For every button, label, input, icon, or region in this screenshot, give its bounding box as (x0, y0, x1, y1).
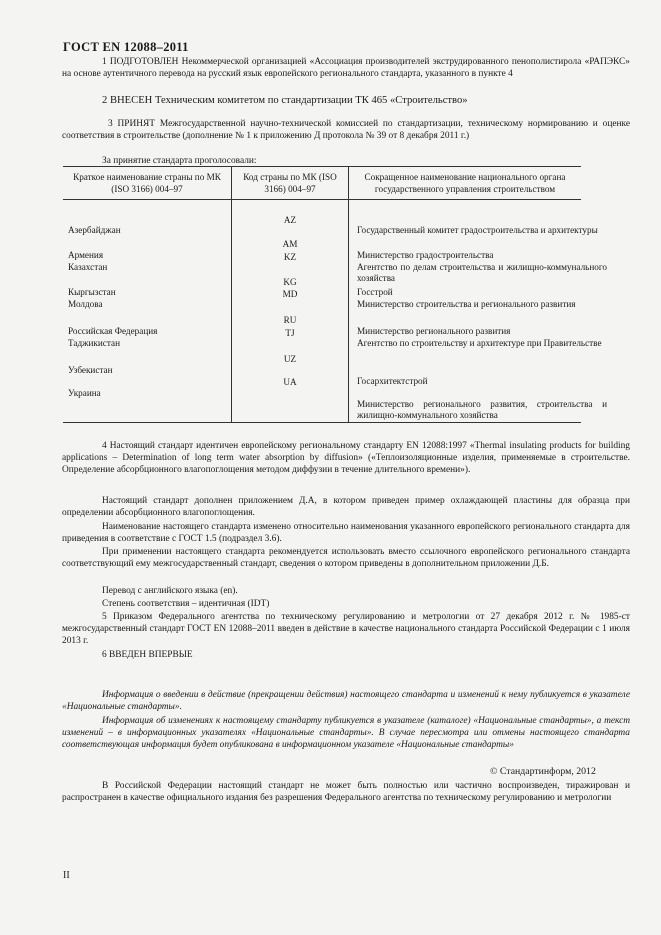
paragraph-appendix: Настоящий стандарт дополнен приложением Д.А, в котором приведен пример охлаждающей пластины для образца при определении абсорбционного влагопоглощения. (62, 496, 630, 519)
paragraph-recommendation: При применении настоящего стандарта рекомендуется использовать вместо ссылочного европейского регионального стандарта соответствующий ему межгосударственный стандарт, сведения о котором приведены в дополнительном приложении Д.Б. (62, 547, 630, 570)
info-changes-notice: Информация об изменениях к настоящему стандарту публикуется в указателе (каталоге) «Национальные стандарты», а текст изменений – в информационных указателях «Национальные стандарты». В случае пересмотра или отмены настоящего стандарта соответствующая информация будет опубликована в информационном указателе «Национальные стандарты» (62, 716, 630, 751)
country-column (63, 200, 232, 423)
table-header-organ: Сокращенное наименование национального органа государственного управления строительством (349, 167, 582, 200)
paragraph-prepared: 1 ПОДГОТОВЛЕН Некоммерческой организацией «Ассоциация производителей экструдированного пенополистирола «РАПЭКС» на основе аутентичного перевода на русский язык европейского регионального стандарта, указанного в пункте 4 (62, 57, 630, 80)
country-name: Кыргызстан (68, 287, 116, 297)
organ-name: Госстрой (357, 287, 393, 297)
country-name: Молдова (68, 299, 103, 309)
document-header: ГОСТ EN 12088–2011 (63, 40, 189, 54)
organ-name: Агентство по делам строительства и жилищно-коммунального хозяйства (357, 262, 607, 283)
copyright: © Стандартинформ, 2012 (490, 766, 596, 777)
country-name: Армения (68, 250, 104, 260)
table-header-code: Код страны по МК (ISO 3166) 004–97 (232, 167, 349, 200)
country-code: MD (282, 289, 298, 299)
organ-name: Госархитектстрой (357, 376, 428, 386)
country-code: AZ (283, 215, 297, 225)
country-code: TJ (285, 328, 295, 338)
country-name: Украина (68, 388, 101, 398)
paragraph-conformity: Степень соответствия – идентичная (IDT) (102, 599, 270, 609)
country-name: Азербайджан (68, 225, 121, 235)
organ-name: Министерство строительства и регионального развития (357, 299, 576, 309)
reproduction-rights: В Российской Федерации настоящий стандарт не может быть полностью или частично воспроизведен, тиражирован и распространен в качестве официального издания без разрешения Федерального агентства по техническому регулированию и метрологии (62, 781, 630, 804)
country-code: KZ (283, 252, 297, 262)
paragraph-adopted: 3 ПРИНЯТ Межгосударственной научно-технической комиссией по стандартизации, техническому нормированию и оценке соответствия в строительстве (дополнение № 1 к приложению Д протокола № 39 от 8 декабря 2011 г.) (62, 119, 630, 142)
organ-name: Министерство регионального развития, строительства и жилищно-коммунального хозяйства (357, 399, 607, 420)
country-code: RU (283, 315, 297, 325)
country-code: AM (282, 239, 298, 249)
country-name: Узбекистан (68, 365, 113, 375)
info-introduction-notice: Информация о введении в действие (прекращении действия) настоящего стандарта и изменений к нему публикуется в указателе «Национальные стандарты». (62, 690, 630, 713)
voting-countries-table (63, 166, 607, 423)
paragraph-introduced: 2 ВНЕСЕН Техническим комитетом по стандартизации ТК 465 «Строительство» (102, 95, 468, 106)
organ-name: Министерство градостроительства (357, 250, 494, 260)
code-column (232, 200, 349, 423)
paragraph-identical-standard: 4 Настоящий стандарт идентичен европейскому региональному стандарту EN 12088:1997 «Thermal insulating products for building applications – Determination of long term water absorption by diffusion» («Теплоизоляционные изделия, применяемые в строительстве. Определение абсорбционного влагопоглощения методом диффузии в течение длительного времени»). (62, 441, 630, 476)
page-number: II (63, 870, 70, 881)
organ-name: Министерство регионального развития (357, 326, 511, 336)
country-name: Таджикистан (68, 338, 120, 348)
organ-column (349, 200, 607, 423)
country-name: Российская Федерация (68, 326, 158, 336)
country-code: UZ (283, 354, 297, 364)
country-name: Казахстан (68, 262, 108, 272)
organ-name: Агентство по строительству и архитектуре при Правительстве (357, 338, 602, 348)
organ-name: Государственный комитет градостроительства и архитектуры (357, 225, 598, 235)
paragraph-translation: Перевод с английского языка (en). (102, 586, 238, 596)
paragraph-order: 5 Приказом Федерального агентства по техническому регулированию и метрологии от 27 декабря 2012 г. № 1985-ст межгосударственный стандарт ГОСТ EN 12088–2011 введен в действие в качестве национального стандарта Российской Федерации с 1 июля 2013 г. (62, 612, 630, 647)
vote-title: За принятие стандарта проголосовали: (102, 156, 257, 166)
paragraph-name-changed: Наименование настоящего стандарта изменено относительно наименования указанного европейского регионального стандарта для приведения в соответствие с ГОСТ 1.5 (подраздел 3.6). (62, 522, 630, 545)
country-code: KG (283, 277, 297, 287)
paragraph-introduced-first: 6 ВВЕДЕН ВПЕРВЫЕ (102, 650, 193, 660)
table-header-country: Краткое наименование страны по МК (ISO 3166) 004–97 (63, 167, 232, 200)
country-code: UA (283, 377, 297, 387)
